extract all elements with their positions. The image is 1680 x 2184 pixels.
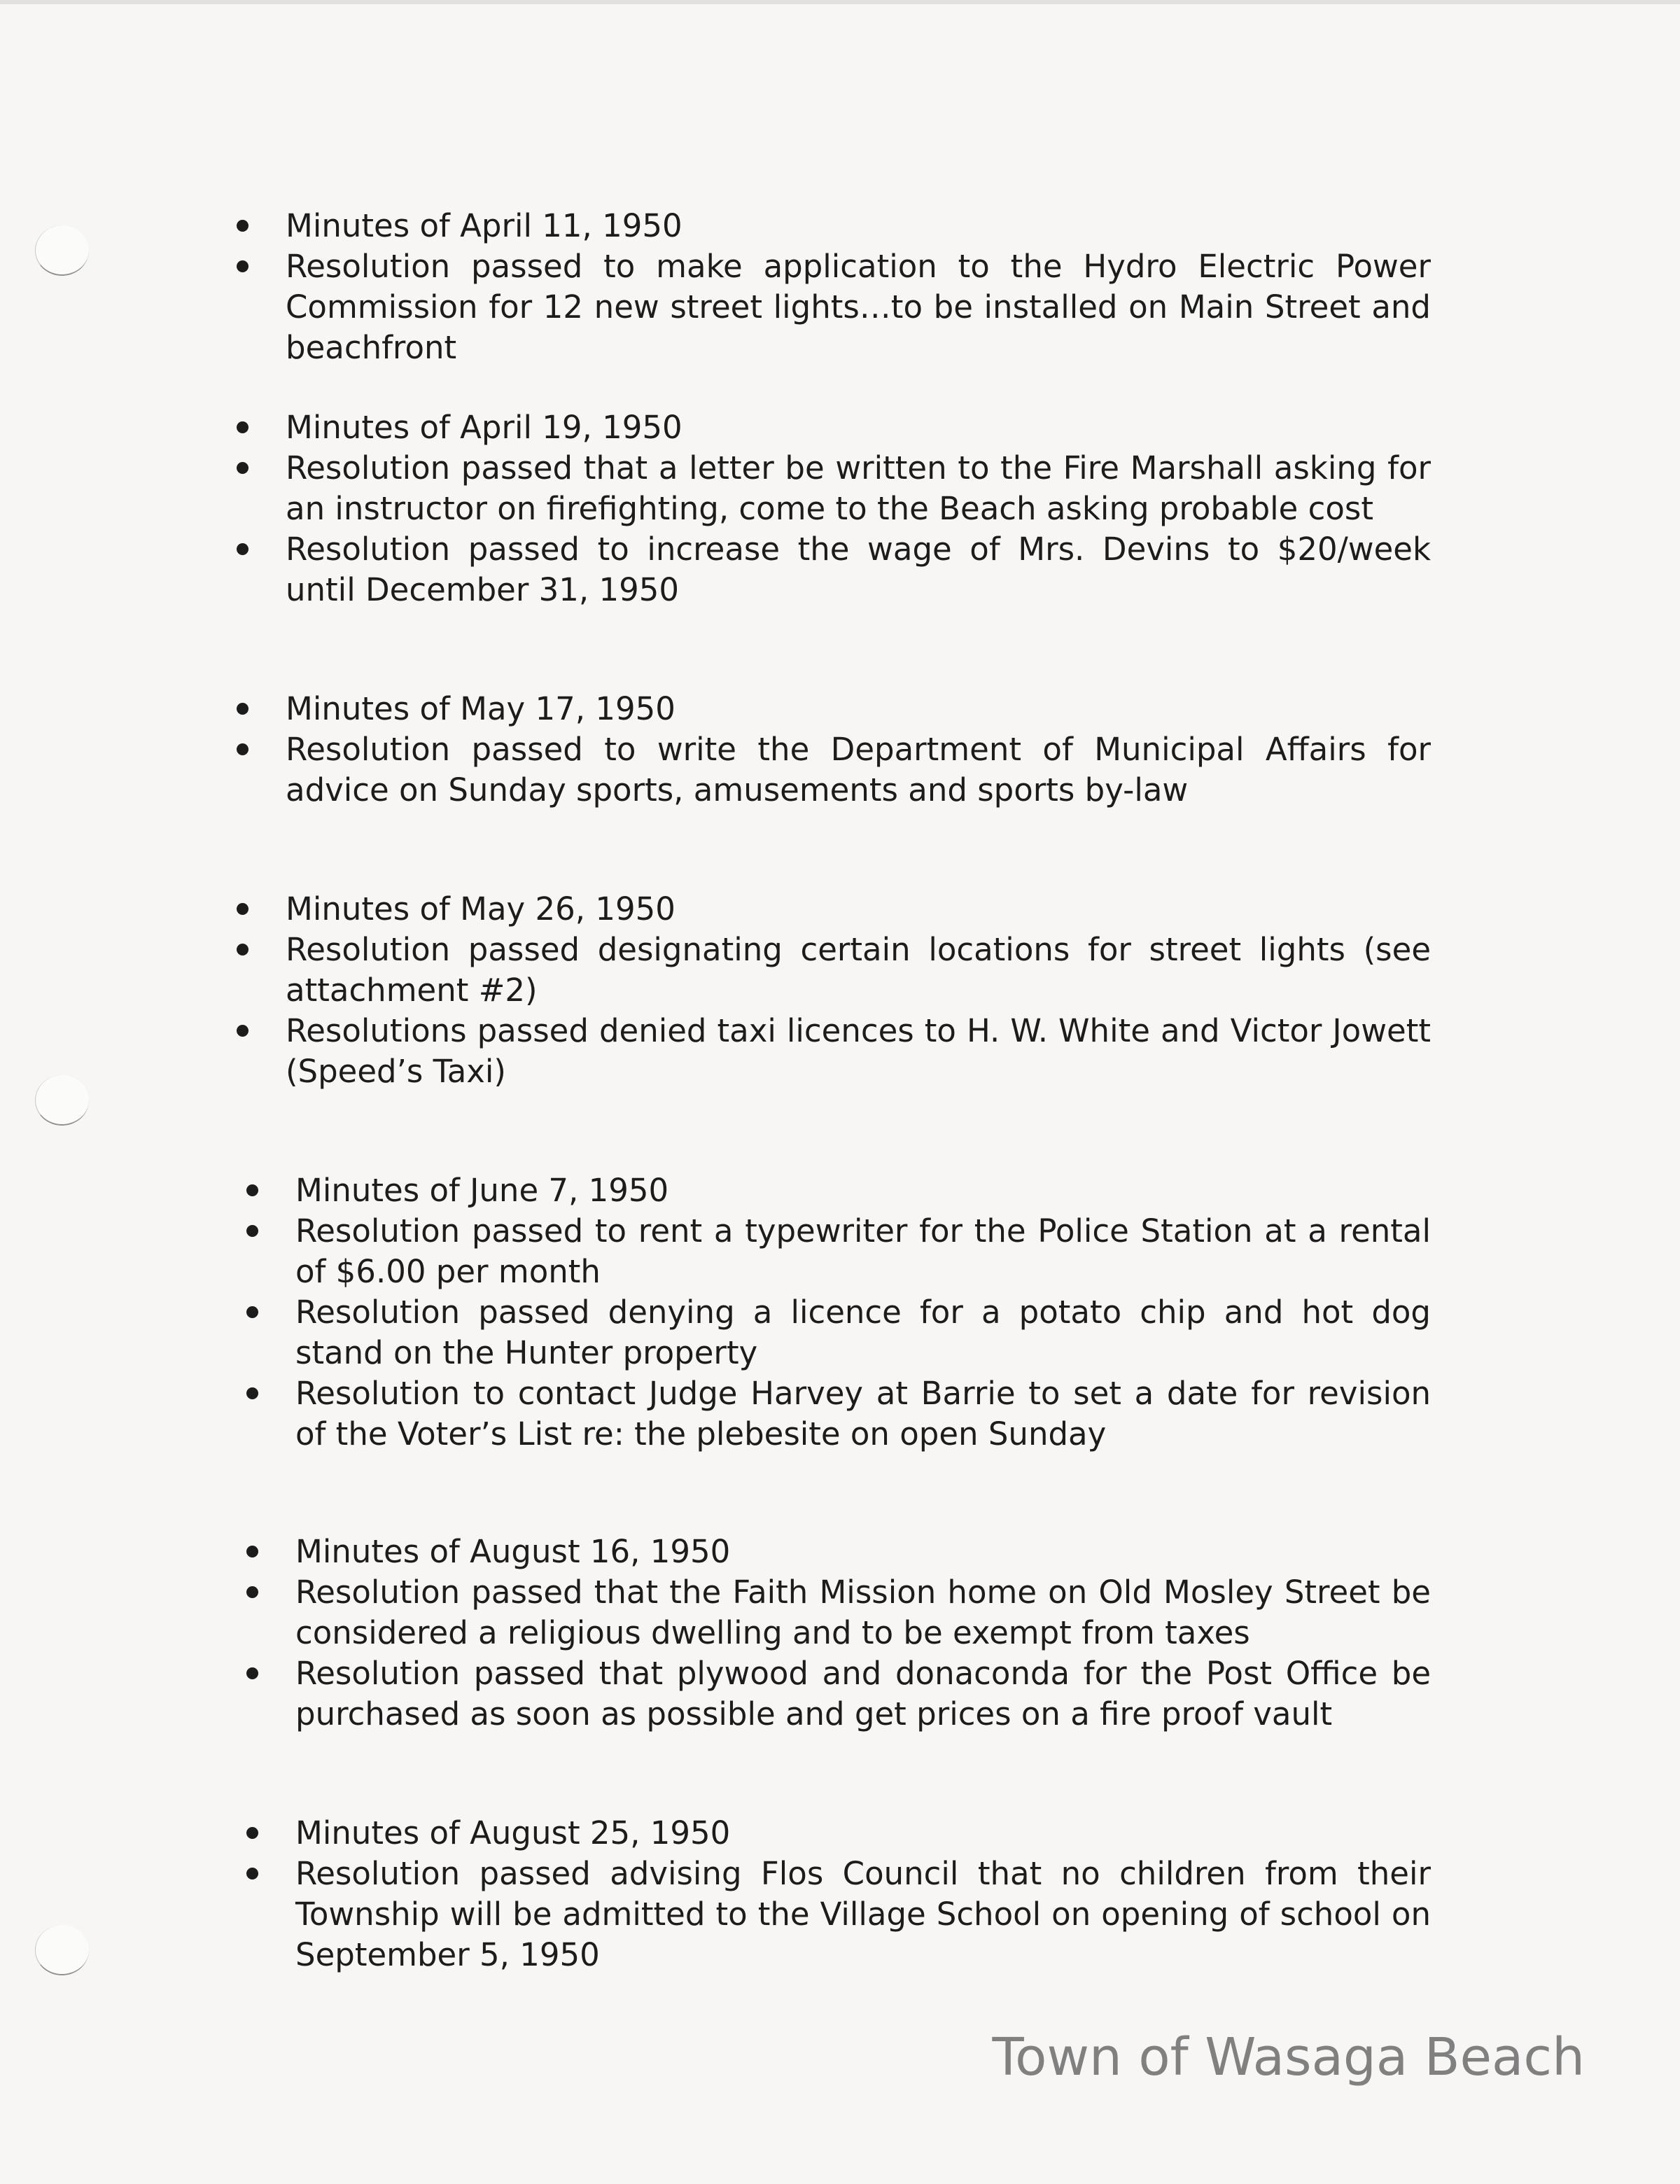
- page-top-edge: [0, 0, 1680, 4]
- bullet-icon: [237, 260, 248, 272]
- list-item: [224, 689, 1431, 729]
- list-item: [234, 1813, 1431, 1854]
- item-text: Minutes of August 16, 1950: [295, 1533, 731, 1570]
- item-text: Resolution passed that a letter be written to the Fire Marshall asking for an instructor on firefighting, come to the Beach asking probable cost: [286, 449, 1431, 527]
- list-item: [224, 1011, 1431, 1092]
- minutes-april-19-section: [224, 407, 1431, 610]
- item-text: Resolution passed to increase the wage of Mrs. Devins to $20/week until December 31, 1950: [286, 531, 1431, 608]
- item-text: Resolution passed denying a licence for a potato chip and hot dog stand on the Hunter property: [295, 1294, 1431, 1371]
- bullet-icon: [246, 1667, 258, 1679]
- item-text: Minutes of April 19, 1950: [286, 409, 682, 446]
- list-item: [234, 1170, 1431, 1211]
- bullet-icon: [237, 743, 248, 755]
- punch-hole-bottom: [35, 1925, 89, 1975]
- list-item: [224, 206, 1431, 246]
- minutes-april-11-section: [224, 206, 1431, 368]
- bullet-icon: [237, 462, 248, 474]
- list-item: [224, 729, 1431, 811]
- list-item: [224, 930, 1431, 1011]
- list-item: [234, 1572, 1431, 1653]
- item-text: Resolution passed to write the Department of Municipal Affairs for advice on Sunday sports, amusements and sports by-law: [286, 731, 1431, 808]
- bullet-icon: [246, 1184, 258, 1196]
- minutes-august-16-section: [234, 1532, 1431, 1735]
- bullet-icon: [246, 1225, 258, 1237]
- minutes-may-26-section: [224, 889, 1431, 1092]
- item-text: Resolution passed advising Flos Council that no children from their Township will be admitted to the Village School on opening of school on September 5, 1950: [295, 1855, 1431, 1973]
- list-item: [224, 529, 1431, 610]
- watermark-text: Town of Wasaga Beach: [992, 2027, 1585, 2087]
- bullet-icon: [237, 421, 248, 433]
- list-item: [234, 1653, 1431, 1735]
- bullet-icon: [237, 543, 248, 555]
- item-text: Resolution passed to make application to the Hydro Electric Power Commission for 12 new street lights…to be installed on Main Street and beachfront: [286, 248, 1431, 366]
- item-text: Minutes of May 17, 1950: [286, 690, 676, 727]
- item-text: Resolutions passed denied taxi licences to H. W. White and Victor Jowett (Speed’s Taxi): [286, 1012, 1431, 1090]
- punch-hole-top: [35, 225, 89, 276]
- list-item: [224, 246, 1431, 368]
- item-text: Resolution passed that plywood and donaconda for the Post Office be purchased as soon as possible and get prices on a fire proof vault: [295, 1655, 1431, 1732]
- bullet-icon: [246, 1586, 258, 1598]
- punch-hole-middle: [35, 1075, 89, 1126]
- list-item: [234, 1854, 1431, 1975]
- list-item: [234, 1211, 1431, 1292]
- bullet-icon: [246, 1546, 258, 1558]
- item-text: Resolution to contact Judge Harvey at Barrie to set a date for revision of the Voter’s List re: the plebesite on open Sunday: [295, 1375, 1431, 1452]
- list-item: [224, 407, 1431, 448]
- list-item: [234, 1292, 1431, 1373]
- bullet-icon: [237, 944, 248, 955]
- bullet-icon: [237, 1025, 248, 1037]
- list-item: [224, 448, 1431, 529]
- minutes-may-17-section: [224, 689, 1431, 811]
- minutes-august-25-section: [234, 1813, 1431, 1975]
- item-text: Minutes of April 11, 1950: [286, 207, 682, 244]
- list-item: [224, 889, 1431, 930]
- item-text: Resolution passed to rent a typewriter for the Police Station at a rental of $6.00 per month: [295, 1212, 1431, 1290]
- item-text: Minutes of August 25, 1950: [295, 1814, 731, 1851]
- item-text: Minutes of June 7, 1950: [295, 1172, 669, 1209]
- item-text: Resolution passed designating certain locations for street lights (see attachment #2): [286, 931, 1431, 1009]
- bullet-icon: [237, 903, 248, 915]
- list-item: [234, 1373, 1431, 1455]
- bullet-icon: [237, 703, 248, 715]
- bullet-icon: [246, 1868, 258, 1879]
- bullet-icon: [237, 220, 248, 232]
- bullet-icon: [246, 1387, 258, 1399]
- minutes-june-7-section: [234, 1170, 1431, 1455]
- item-text: Minutes of May 26, 1950: [286, 890, 676, 927]
- bullet-icon: [246, 1827, 258, 1839]
- list-item: [234, 1532, 1431, 1572]
- bullet-icon: [246, 1306, 258, 1318]
- item-text: Resolution passed that the Faith Mission home on Old Mosley Street be considered a religious dwelling and to be exempt from taxes: [295, 1574, 1431, 1651]
